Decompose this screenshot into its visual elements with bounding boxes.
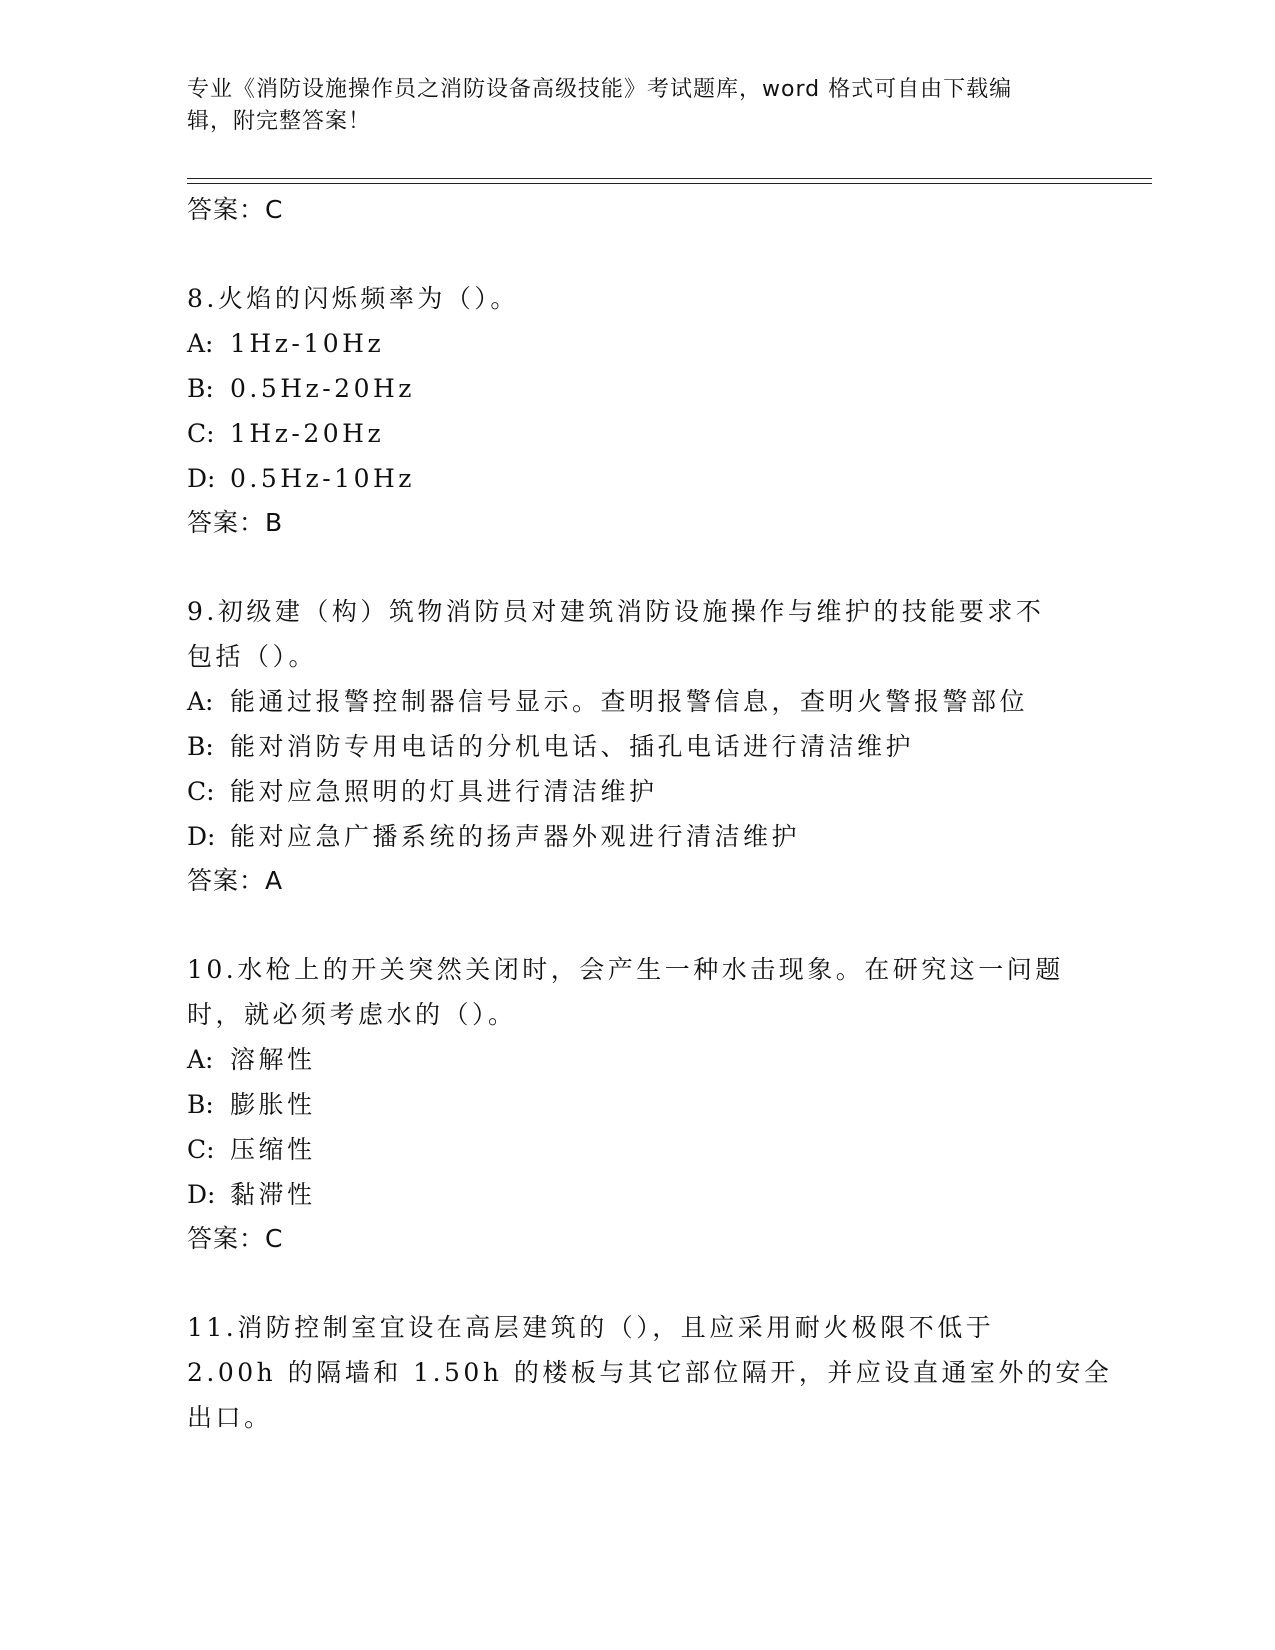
header-line-2: 辑，附完整答案！ [187,109,372,134]
option-label: D: [187,822,216,851]
option-c [187,769,1147,814]
answer-line: 答案：B [187,508,284,537]
option-b [187,1082,1147,1127]
option-text: 能通过报警控制器信号显示。查明报警信息，查明火警报警部位 [230,687,1029,716]
option-d [187,814,1147,859]
option-a [187,321,1147,366]
question-text: 2.00h 的隔墙和 1.50h 的楼板与其它部位隔开，并应设直通室外的安全 [187,1358,1113,1387]
option-text: 能对应急照明的灯具进行清洁维护 [230,777,658,806]
option-text: 溶解性 [230,1045,316,1074]
option-b [187,366,1147,411]
option-text: 能对消防专用电话的分机电话、插孔电话进行清洁维护 [230,732,915,761]
option-c [187,1127,1147,1172]
question-text: 时，就必须考虑水的（）。 [187,1000,517,1029]
question-8 [187,276,1147,545]
option-label: C: [187,419,215,448]
option-text: 能对应急广播系统的扬声器外观进行清洁维护 [230,822,801,851]
option-a [187,679,1147,724]
option-text: 黏滞性 [230,1180,316,1209]
option-a [187,1037,1147,1082]
question-text: 9.初级建（构）筑物消防员对建筑消防设施操作与维护的技能要求不 [187,597,1045,626]
document-header [187,74,1067,138]
header-divider-bottom [187,183,1152,184]
answer-line: 答案：C [187,195,284,224]
option-d [187,1172,1147,1217]
header-divider-top [187,178,1152,179]
option-label: B: [187,374,214,403]
question-text: 8.火焰的闪烁频率为（）。 [187,284,519,313]
question-10 [187,947,1147,1261]
question-list [187,188,1147,1440]
option-text: 膨胀性 [230,1090,316,1119]
option-label: A: [187,1045,214,1074]
option-label: A: [187,329,214,358]
option-text: 0.5Hz-20Hz [230,374,415,403]
option-label: D: [187,1180,216,1209]
question-text: 11.消防控制室宜设在高层建筑的（），且应采用耐火极限不低于 [187,1313,995,1342]
option-text: 1Hz-10Hz [230,329,385,358]
option-label: A: [187,687,214,716]
answer-line: 答案：C [187,1224,284,1253]
option-label: D: [187,464,216,493]
option-label: C: [187,1135,215,1164]
option-label: B: [187,732,214,761]
option-c [187,411,1147,456]
header-line-1: 专业《消防设施操作员之消防设备高级技能》考试题库，word 格式可自由下载编 [187,77,1013,102]
option-label: B: [187,1090,214,1119]
question-text: 出口。 [187,1403,273,1432]
option-text: 压缩性 [230,1135,316,1164]
option-d [187,456,1147,501]
option-text: 0.5Hz-10Hz [230,464,415,493]
question-text: 10.水枪上的开关突然关闭时，会产生一种水击现象。在研究这一问题 [187,955,1064,984]
option-b [187,724,1147,769]
question-9 [187,589,1147,903]
option-label: C: [187,777,215,806]
question-text: 包括（）。 [187,642,318,671]
option-text: 1Hz-20Hz [230,419,385,448]
question-11 [187,1305,1147,1440]
answer-line: 答案：A [187,866,284,895]
